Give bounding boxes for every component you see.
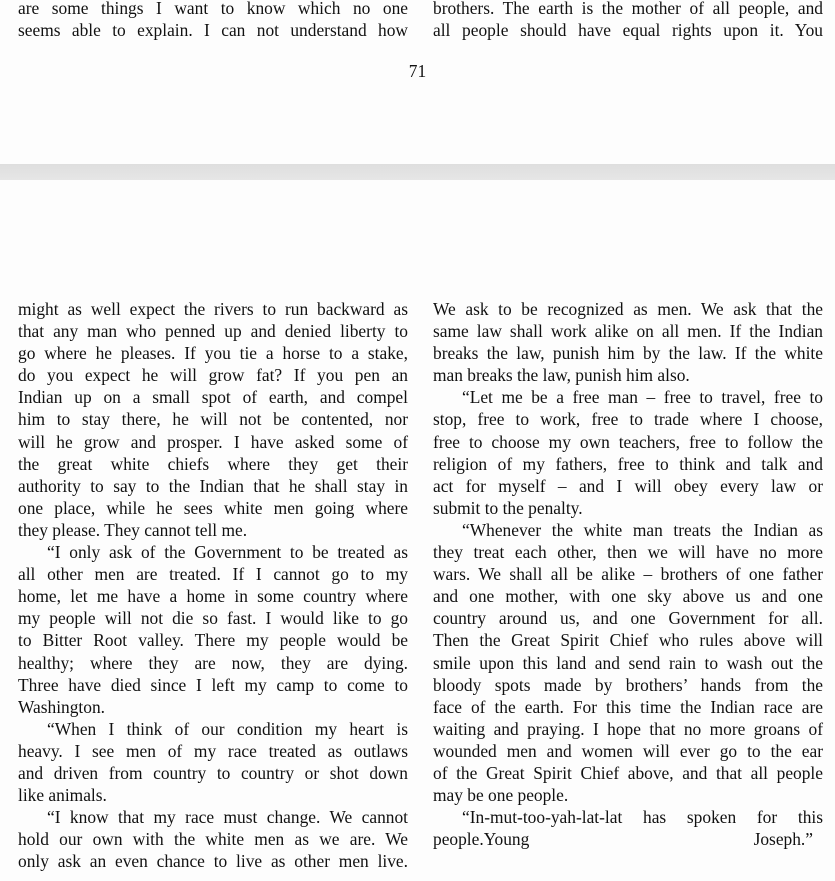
text-line: they please. They cannot tell me. [18, 519, 248, 540]
text-line: stop, free to work, free to trade where I choose, [433, 409, 823, 430]
text-line: Washington. [18, 696, 105, 717]
text-line: hold our own with the white men as we are. We [18, 829, 408, 850]
text-line: country around us, and one Government for all. [433, 608, 823, 629]
text-line: of the Great Spirit Chief above, and that all people [433, 762, 823, 783]
text-line: “Let me be a free man – free to travel, free to [462, 387, 823, 408]
text-line: authority to say to the Indian that he shall stay in [18, 475, 408, 496]
text-line: “When I think of our condition my heart is [47, 718, 408, 739]
text-line: that any man who penned up and denied liberty to [18, 321, 408, 342]
text-line: man breaks the law, punish him also. [433, 365, 690, 386]
text-line: same law shall work alike on all men. If the Indian [433, 321, 823, 342]
text-line: wounded men and women will ever go to the ear [433, 740, 823, 761]
page-71 [0, 0, 835, 165]
page-71-left-column [18, 0, 408, 41]
text-line: wars. We shall all be alike – brothers of one father [433, 564, 823, 585]
text-line: “Whenever the white man treats the Indian as [462, 519, 823, 540]
page-72 [0, 180, 835, 881]
text-line: breaks the law, punish him by the law. If the white [433, 343, 823, 364]
text-line: my people will not die so fast. I would like to go [18, 608, 408, 629]
text-line: brothers. The earth is the mother of all people, and [433, 0, 823, 18]
page-number: 71 [408, 61, 427, 81]
text-line: people. [433, 829, 484, 850]
signature: Young Joseph.” [483, 829, 813, 850]
text-line: all people should have equal rights upon it. You [433, 20, 823, 41]
text-line: act for myself – and I will obey every law or [433, 475, 823, 496]
page-72-left-column [18, 298, 408, 872]
text-line: may be one people. [433, 785, 569, 806]
text-line: will he grow and prosper. I have asked some of [18, 431, 408, 452]
text-line: they treat each other, then we will have no more [433, 542, 823, 563]
text-line: free to choose my own teachers, free to follow the [433, 431, 823, 452]
text-line: might as well expect the rivers to run backward as [18, 299, 408, 319]
text-line: to Bitter Root valley. There my people would be [18, 630, 408, 651]
text-line: Three have died since I left my camp to come to [18, 674, 408, 695]
text-line: and driven from country to country or shot down [18, 762, 408, 783]
page-separator [0, 164, 835, 180]
text-line: Indian up on a small spot of earth, and compel [18, 387, 408, 408]
text-line: face of the earth. For this time the Indian race are [433, 696, 823, 717]
text-line: heavy. I see men of my race treated as outlaws [18, 740, 408, 761]
text-line: submit to the penalty. [433, 497, 583, 518]
text-line: seems able to explain. I can not understand how [18, 20, 408, 41]
text-line: go where he pleases. If you tie a horse to a stake, [18, 343, 408, 364]
text-line: “I only ask of the Government to be treated as [47, 542, 408, 563]
text-line: him to stay there, he will not be contented, nor [18, 409, 408, 430]
text-line: the great white chiefs where they get their [18, 453, 408, 474]
page-71-right-column [433, 0, 823, 41]
signature-line [433, 828, 823, 850]
text-line: one place, while he sees white men going where [18, 497, 408, 518]
page-72-right-column [433, 298, 823, 850]
text-line: and one mother, with one sky above us and one [433, 586, 823, 607]
text-line: “In-mut-too-yah-lat-lat has spoken for this [462, 807, 823, 828]
text-line: all other men are treated. If I cannot go to my [18, 564, 408, 585]
text-line: “I know that my race must change. We cannot [47, 807, 408, 828]
text-line: bloody spots made by brothers’ hands from the [433, 674, 823, 695]
text-line: are some things I want to know which no one [18, 0, 408, 18]
text-line: Then the Great Spirit Chief who rules above will [433, 630, 823, 651]
text-line: religion of my fathers, free to think and talk and [433, 453, 823, 474]
text-line: only ask an even chance to live as other men live. [18, 851, 408, 872]
text-line: home, let me have a home in some country where [18, 586, 408, 607]
text-line: like animals. [18, 785, 107, 806]
text-line: smile upon this land and send rain to wash out the [433, 652, 823, 673]
text-line: do you expect he will grow fat? If you pen an [18, 365, 408, 386]
text-line: We ask to be recognized as men. We ask that the [433, 299, 823, 319]
text-line: healthy; where they are now, they are dying. [18, 652, 408, 673]
text-line: waiting and praying. I hope that no more groans of [433, 718, 823, 739]
